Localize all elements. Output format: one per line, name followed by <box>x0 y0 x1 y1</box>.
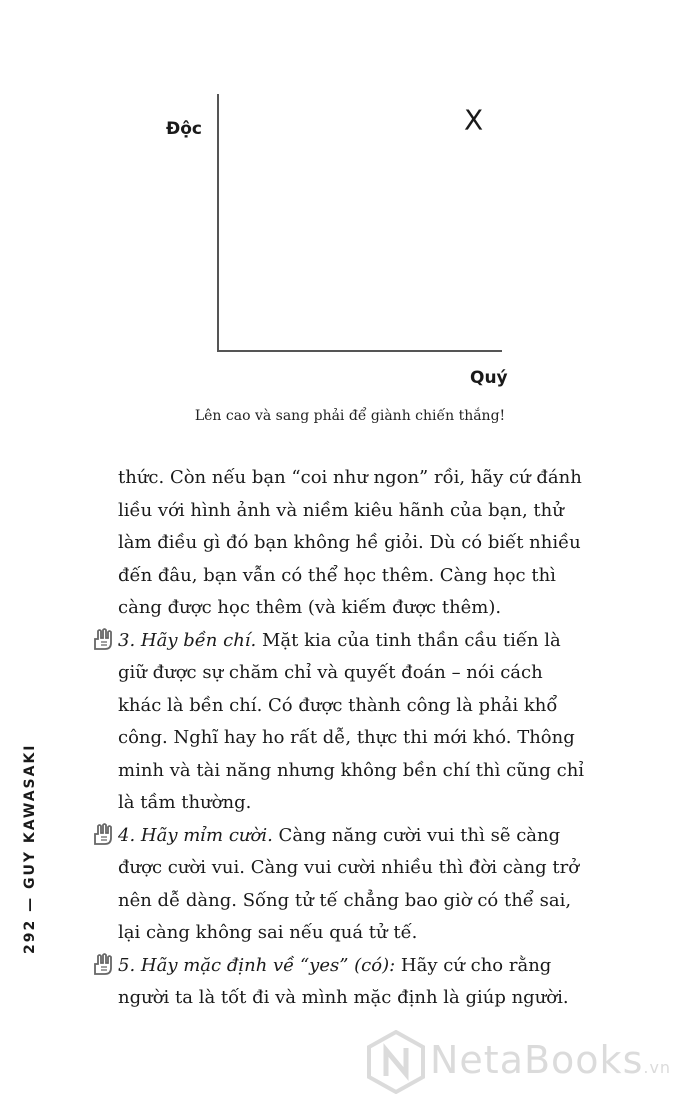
watermark-text <box>430 1038 671 1082</box>
list-item-text: Càng năng cười vui thì sẽ càng được cười vui. Càng vui cười nhiều thì đời càng trở nên dễ dàng. Sống tử tế chẳng bao giờ có thể sai, lại càng không sai nếu quá tử tế. <box>118 824 580 943</box>
watermark-suffix: .vn <box>643 1058 672 1077</box>
list-item-lead: 4. Hãy mỉm cười. <box>118 824 273 846</box>
chart <box>0 0 700 440</box>
list-item-lead: 5. Hãy mặc định về “yes” (có): <box>118 954 396 976</box>
list-item-4 <box>118 820 588 950</box>
chart-caption: Lên cao và sang phải để giành chiến thắng! <box>194 408 506 424</box>
list-item-text: Mặt kia của tinh thần cầu tiến là giữ được sự chăm chỉ và quyết đoán – nói cách khác là bền chí. Có được thành công là phải khổ công. Nghĩ hay ho rất dễ, thực thi mới khó. Thông minh và tài năng nhưng không bền chí thì cũng chỉ là tầm thường. <box>118 629 585 813</box>
point-marker: X <box>464 103 484 137</box>
list-item-lead: 3. Hãy bền chí. <box>118 629 257 651</box>
netabooks-logo-icon <box>366 1030 426 1094</box>
list-item-text: Hãy cứ cho rằng người ta là tốt đi và mình mặc định là giúp người. <box>118 954 569 1008</box>
body-text <box>118 462 588 1015</box>
x-axis-label: Quý <box>470 368 508 388</box>
hand-pointer-icon <box>92 822 114 846</box>
watermark-brand: NetaBooks <box>430 1038 644 1082</box>
points-layer <box>464 104 483 137</box>
watermark <box>366 1030 696 1094</box>
list-item-5 <box>118 950 588 1015</box>
hand-pointer-icon <box>92 952 114 976</box>
paragraph-continuation: thức. Còn nếu bạn “coi như ngon” rồi, hãy cứ đánh liều với hình ảnh và niềm kiêu hãnh của bạn, thử làm điều gì đó bạn không hề giỏi. Dù có biết nhiều đến đâu, bạn vẫn có thể học thêm. Càng học thì càng được học thêm (và kiếm được thêm). <box>118 467 582 618</box>
y-axis-label: Độc <box>166 119 203 139</box>
list-item-3 <box>118 625 588 820</box>
hand-pointer-icon <box>92 627 114 651</box>
running-head: 292 — GUY KAWASAKI <box>22 743 38 954</box>
